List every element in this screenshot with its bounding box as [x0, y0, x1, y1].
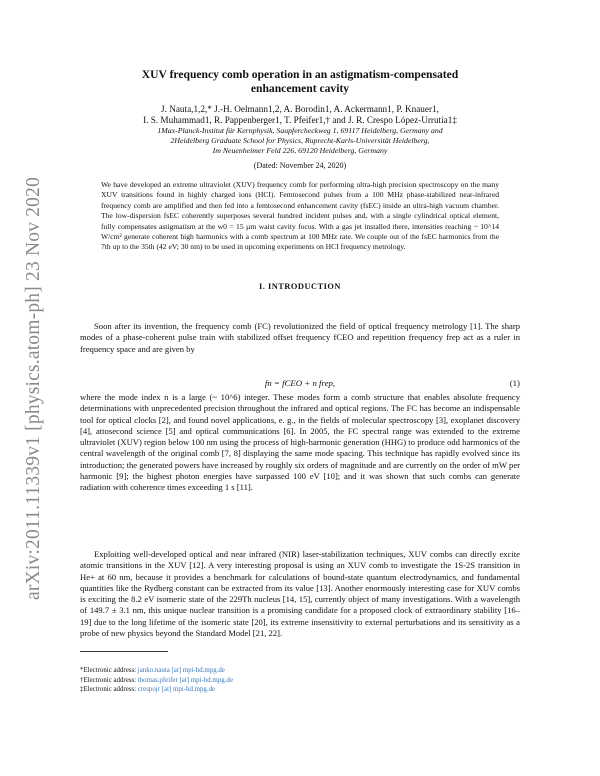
author-list	[70, 104, 530, 126]
footnote-3-email-link[interactable]: crespojr [at] mpi-hd.mpg.de	[137, 686, 216, 694]
footnote-rule	[80, 651, 168, 652]
authors-line-2: I. S. Muhammad1, R. Pappenberger1, T. Pfeifer1,† and J. R. Crespo López-Urrutia1‡	[143, 115, 457, 126]
footnote-3-prefix: ‡Electronic address:	[80, 686, 138, 694]
footnote-2-email-link[interactable]: thomas.pfeifer [at] mpi-hd.mpg.de	[137, 676, 233, 684]
section-heading: I. INTRODUCTION	[259, 282, 341, 291]
footnote-1-email-link[interactable]: janko.nauta [at] mpi-hd.mpg.de	[137, 667, 225, 674]
footnote-3	[80, 685, 520, 695]
footnote-2	[80, 676, 520, 686]
equation-number: (1)	[509, 378, 520, 388]
footnote-2-prefix: †Electronic address:	[80, 676, 138, 684]
title-line-2: enhancement cavity	[250, 82, 350, 95]
affiliations	[70, 126, 530, 157]
abstract: We have developed an extreme ultraviolet (XUV) frequency comb for performing ultra-high precision spectroscopy on the many XUV transitions found in highly charged ions (HCI). Femtosecond pulses from a 100 MHz phase-stabilized near-infrared frequency comb are amplified and then fed into a femtosecond enhancement cavity (fsEC) inside an ultra-high vacuum chamber. The low-dispersion fsEC coherently superposes several hundred incident pulses and, with a single cylindrical optical element, fully compensates astigmatism at the w0 = 15 µm waist cavity focus. With a gas jet installed there, intensities reaching ~ 10^14 W/cm² generate coherent high harmonics with a comb spectrum at 100 MHz rate. We couple out of the fsEC harmonics from the 7th up to the 35th (42 eV; 30 nm) to be used in upcoming experiments on HCI frequency metrology.	[101, 180, 499, 252]
equation-1	[80, 378, 520, 388]
affiliation-1: 1Max-Planck-Institut für Kernphysik, Saupfercheckweg 1, 69117 Heidelberg, Germany and	[157, 126, 443, 135]
paper-title	[80, 68, 520, 96]
title-line-1: XUV frequency comb operation in an astigmatism-compensated	[141, 68, 459, 81]
equation-formula: fn = fCEO + n frep,	[264, 378, 336, 388]
paragraph-2: where the mode index n is a large (~ 10^6) integer. These modes form a comb structure that enables absolute frequency determinations with unprecedented precision throughout the infrared and optical regions. The FC has become an indispensable tool for optical clocks [2], and found novel applications, e. g., in the fields of molecular spectroscopy [3], exoplanet discovery [4], attosecond science [5] and optical communications [6]. In 2005, the FC spectral range was extended to the extreme ultraviolet (XUV) region below 100 nm using the process of high-harmonic generation (HHG) to produce odd harmonics of the central wavelength of the original comb [7, 8] displaying the same mode spacing. This technique has rapidly evolved since its introduction; the generated powers have increased by roughly six orders of magnitude and are currently on the order of mW per harmonic [9]; the highest photon energies have surpassed 100 eV [10]; and it was shown that such combs can generate radiation with coherence times exceeding 1 s [11].	[80, 392, 520, 493]
footnote-1-prefix: *Electronic address:	[80, 667, 138, 674]
affiliation-3: Im Neuenheimer Feld 226, 69120 Heidelberg, Germany	[212, 146, 388, 156]
footnotes	[80, 666, 520, 695]
authors-line-1: J. Nauta,1,2,* J.-H. Oelmann1,2, A. Borodin1, A. Ackermann1, P. Knauer1,	[161, 104, 439, 114]
dated-line: (Dated: November 24, 2020)	[253, 161, 347, 170]
footnote-1	[80, 666, 520, 676]
arxiv-identifier: arXiv:2011.11339v1 [physics.atom-ph] 23 Nov 2020	[23, 176, 44, 600]
paragraph-3: Exploiting well-developed optical and near infrared (NIR) laser-stabilization techniques, XUV combs can directly excite atomic transitions in the XUV [12]. A very interesting proposal is using an XUV comb to investigate the 1S-2S transition in He+ at 60 nm, because it provides a benchmark for calculations of bound-state quantum electrodynamics, and fundamental quantities like the Rydberg constant can be extracted from its value [13]. Another enormously interesting case for XUV combs is exciting the 8.2 eV isomeric state of the 229Th nucleus [14, 15], currently object of many investigations. With a wavelength of 149.7 ± 3.1 nm, this unique nuclear transition is a promising candidate for a proposed clock of extraordinary stability [16–19] due to the long lifetime of the isomeric state [20], its extreme insensitivity to external perturbations and its sensitivity as a probe of new physics beyond the Standard Model [21, 22].	[80, 549, 520, 639]
affiliation-2: 2Heidelberg Graduate School for Physics, Ruprecht-Karls-Universität Heidelberg,	[170, 136, 430, 146]
paragraph-1: Soon after its invention, the frequency comb (FC) revolutionized the field of optical frequency metrology [1]. The sharp modes of a phase-coherent pulse train with stabilized offset frequency fCEO and repetition frequency frep act as a ruler in frequency space and are given by	[80, 321, 520, 354]
